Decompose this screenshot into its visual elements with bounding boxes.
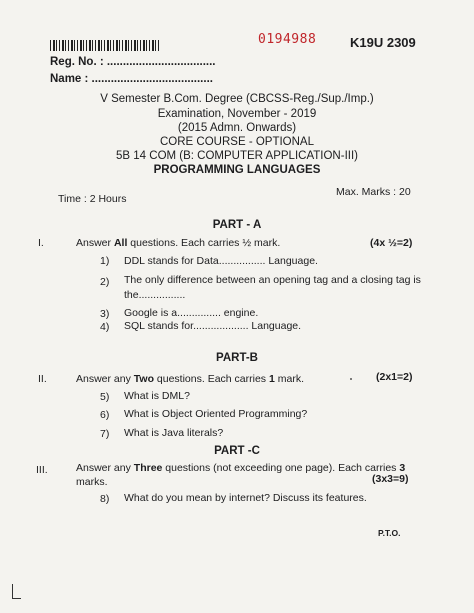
name-label: Name : ...................................... bbox=[50, 73, 213, 85]
question-text: What is Object Oriented Programming? bbox=[124, 408, 308, 420]
question-text: The only difference between an opening tag and a closing tag is bbox=[124, 274, 421, 286]
question-number: 4) bbox=[100, 321, 110, 333]
serial-number: 0194988 bbox=[258, 32, 317, 47]
question-text: What do you mean by internet? Discuss its features. bbox=[124, 492, 367, 504]
part-a-title: PART - A bbox=[212, 219, 262, 231]
part-c-instruction: Answer any Three questions (not exceeding one page). Each carries 3 bbox=[76, 462, 406, 474]
max-marks-label: Max. Marks : 20 bbox=[336, 186, 411, 198]
question-text: DDL stands for Data................ Language. bbox=[124, 255, 318, 267]
part-c-roman: III. bbox=[36, 464, 48, 476]
question-text: What is DML? bbox=[124, 390, 190, 402]
part-b-roman: II. bbox=[38, 373, 47, 385]
title-line-3: (2015 Admn. Onwards) bbox=[177, 122, 297, 134]
title-line-5: 5B 14 COM (B: COMPUTER APPLICATION-III) bbox=[116, 150, 358, 162]
reg-no-label: Reg. No. : .................................. bbox=[50, 56, 216, 68]
question-number: 8) bbox=[100, 493, 110, 505]
title-line-1: V Semester B.Com. Degree (CBCSS-Reg./Sup./Imp.) bbox=[100, 93, 374, 105]
part-c-marks: (3x3=9) bbox=[372, 473, 409, 485]
part-b-instruction: Answer any Two questions. Each carries 1 mark. bbox=[76, 373, 304, 385]
paper-code: K19U 2309 bbox=[350, 35, 416, 50]
stray-mark bbox=[350, 378, 352, 380]
question-number: 7) bbox=[100, 428, 110, 440]
part-b-title: PART-B bbox=[216, 352, 258, 364]
title-line-4: CORE COURSE - OPTIONAL bbox=[160, 136, 314, 148]
question-number: 6) bbox=[100, 409, 110, 421]
time-label: Time : 2 Hours bbox=[58, 193, 127, 205]
title-line-2: Examination, November - 2019 bbox=[157, 108, 317, 120]
pto-label: P.T.O. bbox=[378, 528, 401, 538]
question-text: SQL stands for................... Language. bbox=[124, 320, 302, 332]
question-number: 1) bbox=[100, 255, 110, 267]
question-text: Google is a............... engine. bbox=[124, 307, 259, 319]
question-text-continued: the................ bbox=[124, 289, 186, 301]
margin-mark bbox=[12, 584, 21, 599]
part-c-title: PART -C bbox=[214, 445, 260, 457]
question-number: 3) bbox=[100, 308, 110, 320]
question-number: 2) bbox=[100, 276, 110, 288]
barcode bbox=[50, 40, 160, 51]
question-number: 5) bbox=[100, 391, 110, 403]
question-text: What is Java literals? bbox=[124, 427, 224, 439]
part-c-instruction-continued: marks. bbox=[76, 476, 108, 488]
part-a-roman: I. bbox=[38, 237, 44, 249]
part-a-marks: (4x ½=2) bbox=[370, 237, 413, 249]
part-b-marks: (2x1=2) bbox=[376, 371, 413, 383]
part-a-instruction: Answer All questions. Each carries ½ mark. bbox=[76, 237, 281, 249]
title-line-6: PROGRAMMING LANGUAGES bbox=[153, 164, 321, 176]
